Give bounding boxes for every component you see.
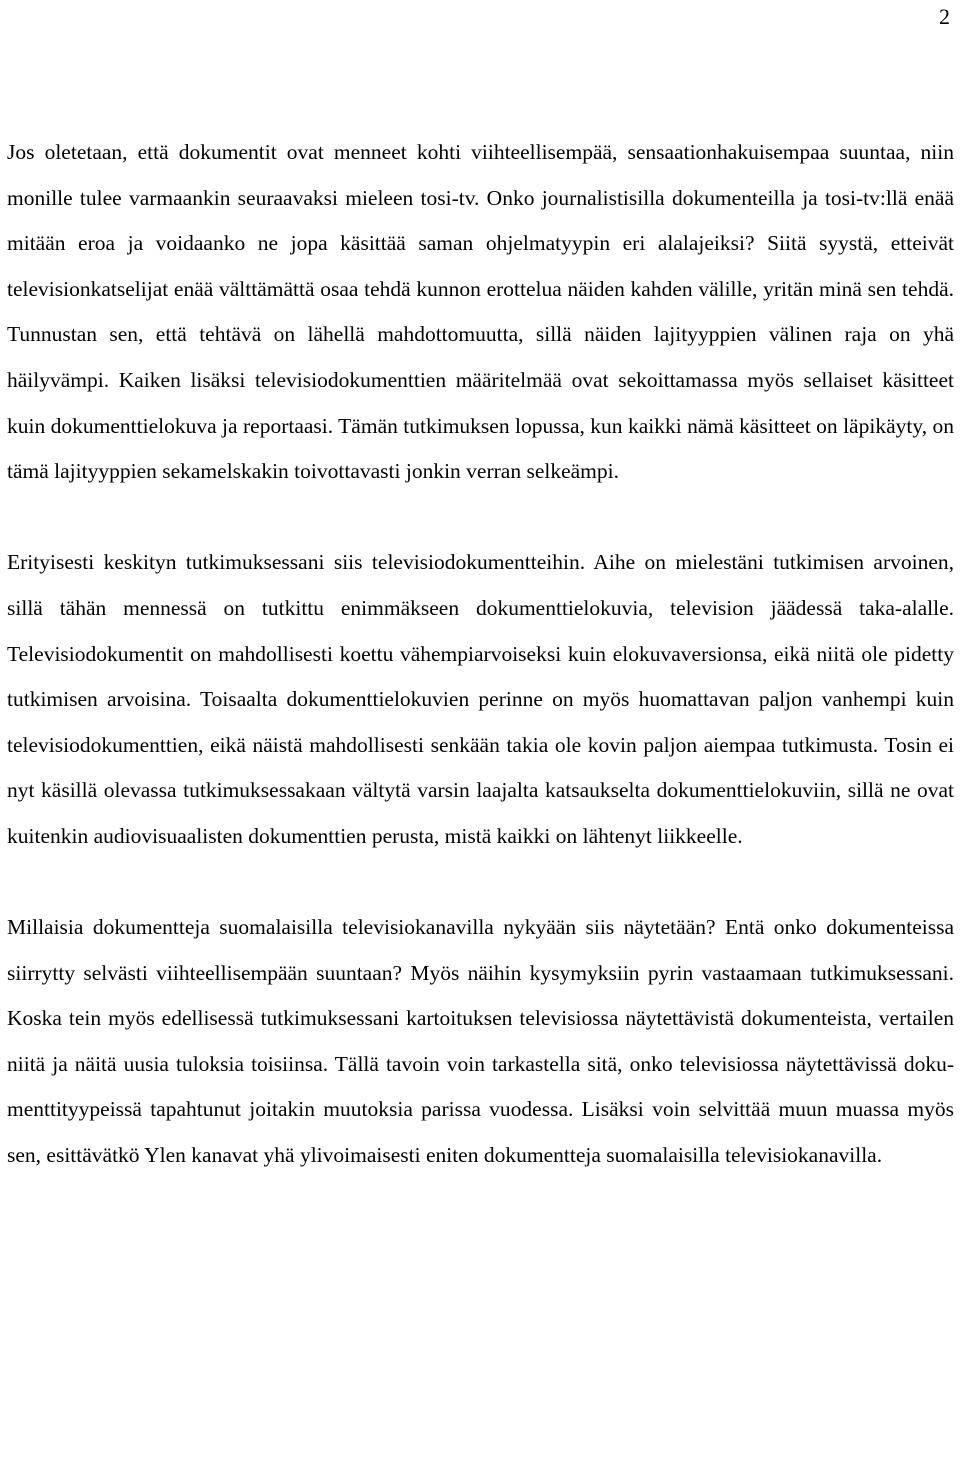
- paragraph: Erityisesti keskityn tutkimuksessani siis televisiodokumentteihin. Aihe on mielestäni tutkimisen arvoinen, sillä tähän mennessä on tutkittu enimmäkseen dokumenttielokuvia, television jäädessä taka-alalle. Televisiodokumentit on mahdollisesti koettu vähempiarvoiseksi kuin elokuvaversionsa, eikä niitä ole pidetty tutkimisen arvoisina. Toisaalta dokumenttielokuvien perinne on myös huomattavan paljon vanhempi kuin televisiodokumenttien, eikä näistä mahdollisesti senkään takia ole kovin paljon aiempaa tutkimusta. Tosin ei nyt käsillä olevassa tutkimuksessakaan vältytä varsin laajalta katsaukselta dokumenttielokuviin, sillä ne ovat kuitenkin audiovisuaalisten dokumenttien perusta, mistä kaikki on lähtenyt liikkeelle.: [7, 550, 954, 848]
- document-body: [7, 130, 954, 1179]
- paragraph: Millaisia dokumentteja suomalaisilla televisiokanavilla nykyään siis näytetään? Entä onko dokumenteissa siirrytty selvästi viihteellisempään suuntaan? Myös näihin kysymyksiin pyrin vastaamaan tutkimuksessani. Koska tein myös edellisessä tutkimuksessani kartoituksen televisiossa näytettävistä dokumenteista, vertailen niitä ja näitä uusia tuloksia toisiinsa. Tällä tavoin voin tarkastella sitä, onko televisiossa näytettävissä dokumenttityypeissä tapahtunut joitakin muutoksia parissa vuodessa. Lisäksi voin selvittää muun muassa myös sen, esittävätkö Ylen kanavat yhä ylivoimaisesti eniten dokumentteja suomalaisilla televisiokanavilla.: [7, 915, 954, 1168]
- paragraph: Jos oletetaan, että dokumentit ovat menneet kohti viihteellisempää, sensaationhakuisempaa suuntaa, niin monille tulee varmaankin seuraavaksi mieleen tosi-tv. Onko journalistisilla dokumenteilla ja tosi-tv:llä enää mitään eroa ja voidaanko ne jopa käsittää saman ohjelmatyypin eri alalajeiksi? Siitä syystä, etteivät televisionkatselijat enää välttämättä osaa tehdä kunnon erottelua näiden kahden välille, yritän minä sen tehdä. Tunnustan sen, että tehtävä on lähellä mahdottomuutta, sillä näiden lajityyppien välinen raja on yhä häilyvämpi. Kaiken lisäksi televisiodokumenttien määritelmää ovat sekoittamassa myös sellaiset käsitteet kuin dokumenttielokuva ja reportaasi. Tämän tutkimuksen lopussa, kun kaikki nämä käsitteet on läpikäyty, on tämä lajityyppien sekamelskakin toivottavasti jonkin verran selkeämpi.: [7, 140, 954, 484]
- page-number: 2: [939, 4, 950, 29]
